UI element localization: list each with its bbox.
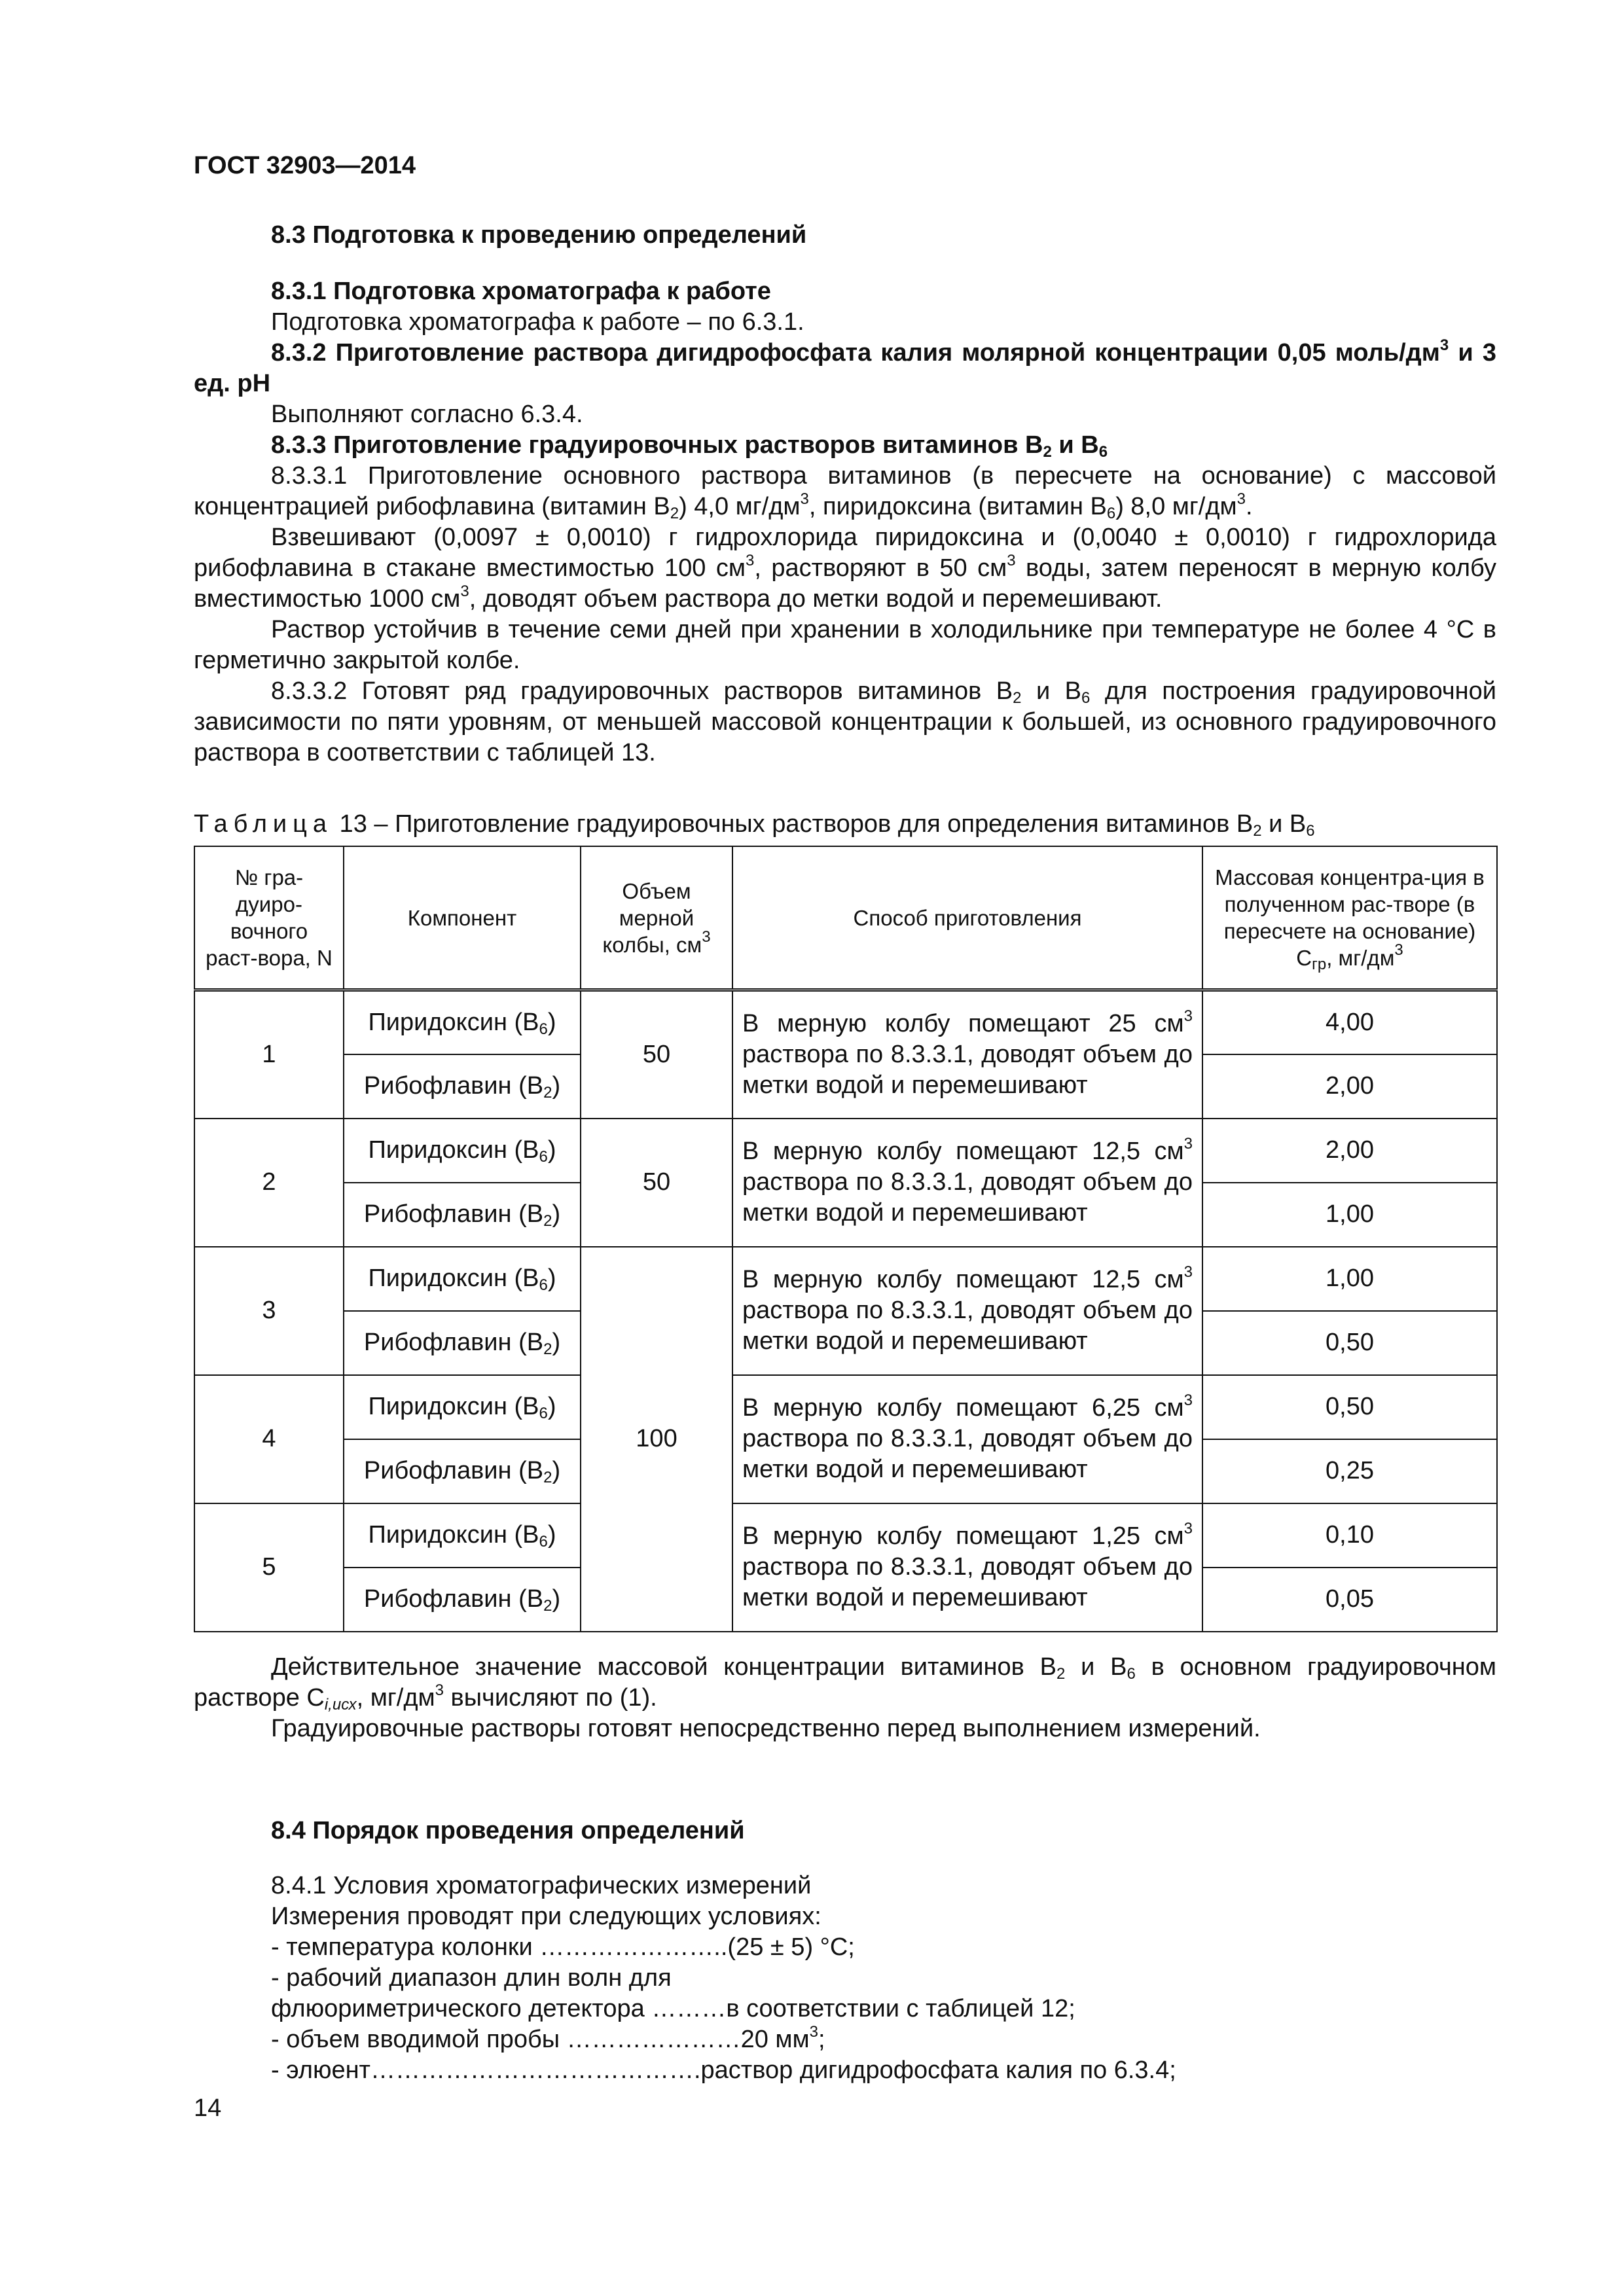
cell-component: Рибофлавин $(В_2)$ <box>344 1439 581 1503</box>
paragraph: Раствор устойчив в течение семи дней при хранении в холодильнике при температуре не более 4 °С в герметично закрытой колбе. <box>194 616 1496 674</box>
cell-method: В мерную колбу помещают 12,5 $см^3$ раствора по 8.3.3.1, доводят объем до метки водой и перемешивают <box>732 1247 1202 1375</box>
cell-component: Пиридоксин $(В_6)$ <box>344 1503 581 1568</box>
header-concentration: Массовая концентра-ция в полученном рас-творе (в пересчете на основание) $С_{гр}$, $мг/дм^3$ <box>1202 846 1497 990</box>
paragraph: Градуировочные растворы готовят непосредственно перед выполнением измерений. <box>271 1715 1261 1742</box>
list-item: - рабочий диапазон длин волн для <box>271 1964 672 1992</box>
table-header-row <box>194 846 1497 990</box>
document-id: ГОСТ 32903—2014 <box>194 152 416 179</box>
section-heading: 8.3 Подготовка к проведению определений <box>271 221 807 249</box>
cell-concentration: 0,05 <box>1202 1568 1497 1632</box>
cell-volume: 50 <box>581 990 732 1119</box>
subsection-heading: 8.3.1 Подготовка хроматографа к работе <box>271 278 771 305</box>
paragraph: 8.3.3.1 Приготовление основного раствора витаминов (в пересчете на основание) с массовой концентрацией рибофлавина (витамин $В_2$) 4,0 $мг/дм^3$, пиридоксина (витамин $В_6$) 8,0 $мг/дм^3$. <box>194 462 1496 522</box>
paragraph: 8.3.3.2 Готовят ряд градуировочных растворов витаминов $В_2$ и $В_6$ для построения градуировочной зависимости по пяти уровням, от меньшей массовой концентрации к большей, из основного градуировочного раствора в соответствии с таблицей 13. <box>194 677 1497 766</box>
calibration-table <box>194 846 1498 1632</box>
cell-concentration: 1,00 <box>1202 1183 1497 1247</box>
paragraph: Выполняют согласно 6.3.4. <box>271 401 583 428</box>
cell-component: Пиридоксин $(В_6)$ <box>344 1375 581 1439</box>
cell-concentration: 1,00 <box>1202 1247 1497 1311</box>
header-component: Компонент <box>344 846 581 990</box>
cell-component: Пиридоксин $(В_6)$ <box>344 1119 581 1183</box>
cell-component: Рибофлавин $(В_2)$ <box>344 1311 581 1375</box>
list-item: флюориметрического детектора ………в соответствии с таблицей 12; <box>271 1995 1075 2022</box>
cell-component: Пиридоксин $(В_6)$ <box>344 1247 581 1311</box>
cell-solution-number: 2 <box>194 1119 344 1247</box>
cell-concentration: 0,10 <box>1202 1503 1497 1568</box>
list-item: - элюент………………………………….раствор дигидрофосфата калия по 6.3.4; <box>271 2056 1176 2084</box>
section-8-4-1 <box>194 1871 1496 2086</box>
table-row <box>194 1375 1497 1439</box>
section-8-3 <box>194 220 1496 251</box>
cell-component: Рибофлавин $(В_2)$ <box>344 1568 581 1632</box>
cell-component: Пиридоксин $(В_6)$ <box>344 990 581 1054</box>
subsection-heading: 8.4.1 Условия хроматографических измерений <box>271 1872 812 1899</box>
cell-concentration: 2,00 <box>1202 1054 1497 1119</box>
cell-solution-number: 4 <box>194 1375 344 1503</box>
cell-concentration: 2,00 <box>1202 1119 1497 1183</box>
paragraph: Взвешивают (0,0097 ± 0,0010) г гидрохлорида пиридоксина и (0,0040 ± 0,0010) г гидрохлорида рибофлавина в стакане вместимостью 100 $см^3$, растворяют в 50 $см^3$ воды, затем переносят в мерную колбу вместимостью 1000 $см^3$, доводят объем раствора до метки водой и перемешивают. <box>194 524 1496 613</box>
table-row <box>194 1247 1497 1311</box>
paragraph: Подготовка хроматографа к работе – по 6.3.1. <box>271 308 804 336</box>
cell-method: В мерную колбу помещают 25 $см^3$ раствора по 8.3.3.1, доводят объем до метки водой и перемешивают <box>732 990 1202 1119</box>
cell-volume: 100 <box>581 1247 732 1632</box>
page-number: 14 <box>194 2094 222 2122</box>
cell-concentration: 0,50 <box>1202 1375 1497 1439</box>
cell-method: В мерную колбу помещают 12,5 $см^3$ раствора по 8.3.3.1, доводят объем до метки водой и перемешивают <box>732 1119 1202 1247</box>
cell-concentration: 0,50 <box>1202 1311 1497 1375</box>
cell-volume: 50 <box>581 1119 732 1247</box>
table-row <box>194 1119 1497 1183</box>
cell-solution-number: 5 <box>194 1503 344 1632</box>
cell-component: Рибофлавин $(В_2)$ <box>344 1183 581 1247</box>
table-caption: Таблица 13 – Приготовление градуировочных растворов для определения витаминов $В_2$ и $В_6$ <box>194 810 1315 840</box>
subsection-heading: 8.3.2 Приготовление раствора дигидрофосфата калия молярной концентрации 0,05 моль/$дм^3$ и 3 ед. рН <box>194 336 1496 397</box>
header-solution-number: № гра-дуиро-вочного раст-вора, N <box>194 846 344 990</box>
cell-solution-number: 1 <box>194 990 344 1119</box>
cell-method: В мерную колбу помещают 1,25 $см^3$ раствора по 8.3.3.1, доводят объем до метки водой и перемешивают <box>732 1503 1202 1632</box>
paragraph: Действительное значение массовой концентрации витаминов $В_2$ и $В_6$ в основном градуировочном растворе $С_{i,исх}$, $мг/дм^3$ вычисляют по (1). <box>194 1653 1497 1713</box>
paragraph: Измерения проводят при следующих условиях: <box>271 1903 821 1930</box>
header-volume: Объем мерной колбы, $см^3$ <box>581 846 732 990</box>
section-8-3-1 <box>194 276 1496 768</box>
cell-concentration: 0,25 <box>1202 1439 1497 1503</box>
section-after-table <box>194 1652 1496 1744</box>
cell-concentration: 4,00 <box>1202 990 1497 1054</box>
cell-solution-number: 3 <box>194 1247 344 1375</box>
cell-method: В мерную колбу помещают 6,25 $см^3$ раствора по 8.3.3.1, доводят объем до метки водой и перемешивают <box>732 1375 1202 1503</box>
list-item: - температура колонки …………………..(25 ± 5) °С; <box>271 1933 855 1961</box>
table-row <box>194 990 1497 1054</box>
section-heading: 8.4 Порядок проведения определений <box>271 1817 745 1844</box>
cell-component: Рибофлавин $(В_2)$ <box>344 1054 581 1119</box>
list-item: - объем вводимой пробы …………………20 $мм^3$; <box>271 2023 825 2053</box>
header-method: Способ приготовления <box>732 846 1202 990</box>
section-8-4 <box>194 1816 1496 1846</box>
subsection-heading: 8.3.3 Приготовление градуировочных растворов витаминов $В_2$ и $В_6$ <box>271 431 1108 461</box>
table-row <box>194 1503 1497 1568</box>
